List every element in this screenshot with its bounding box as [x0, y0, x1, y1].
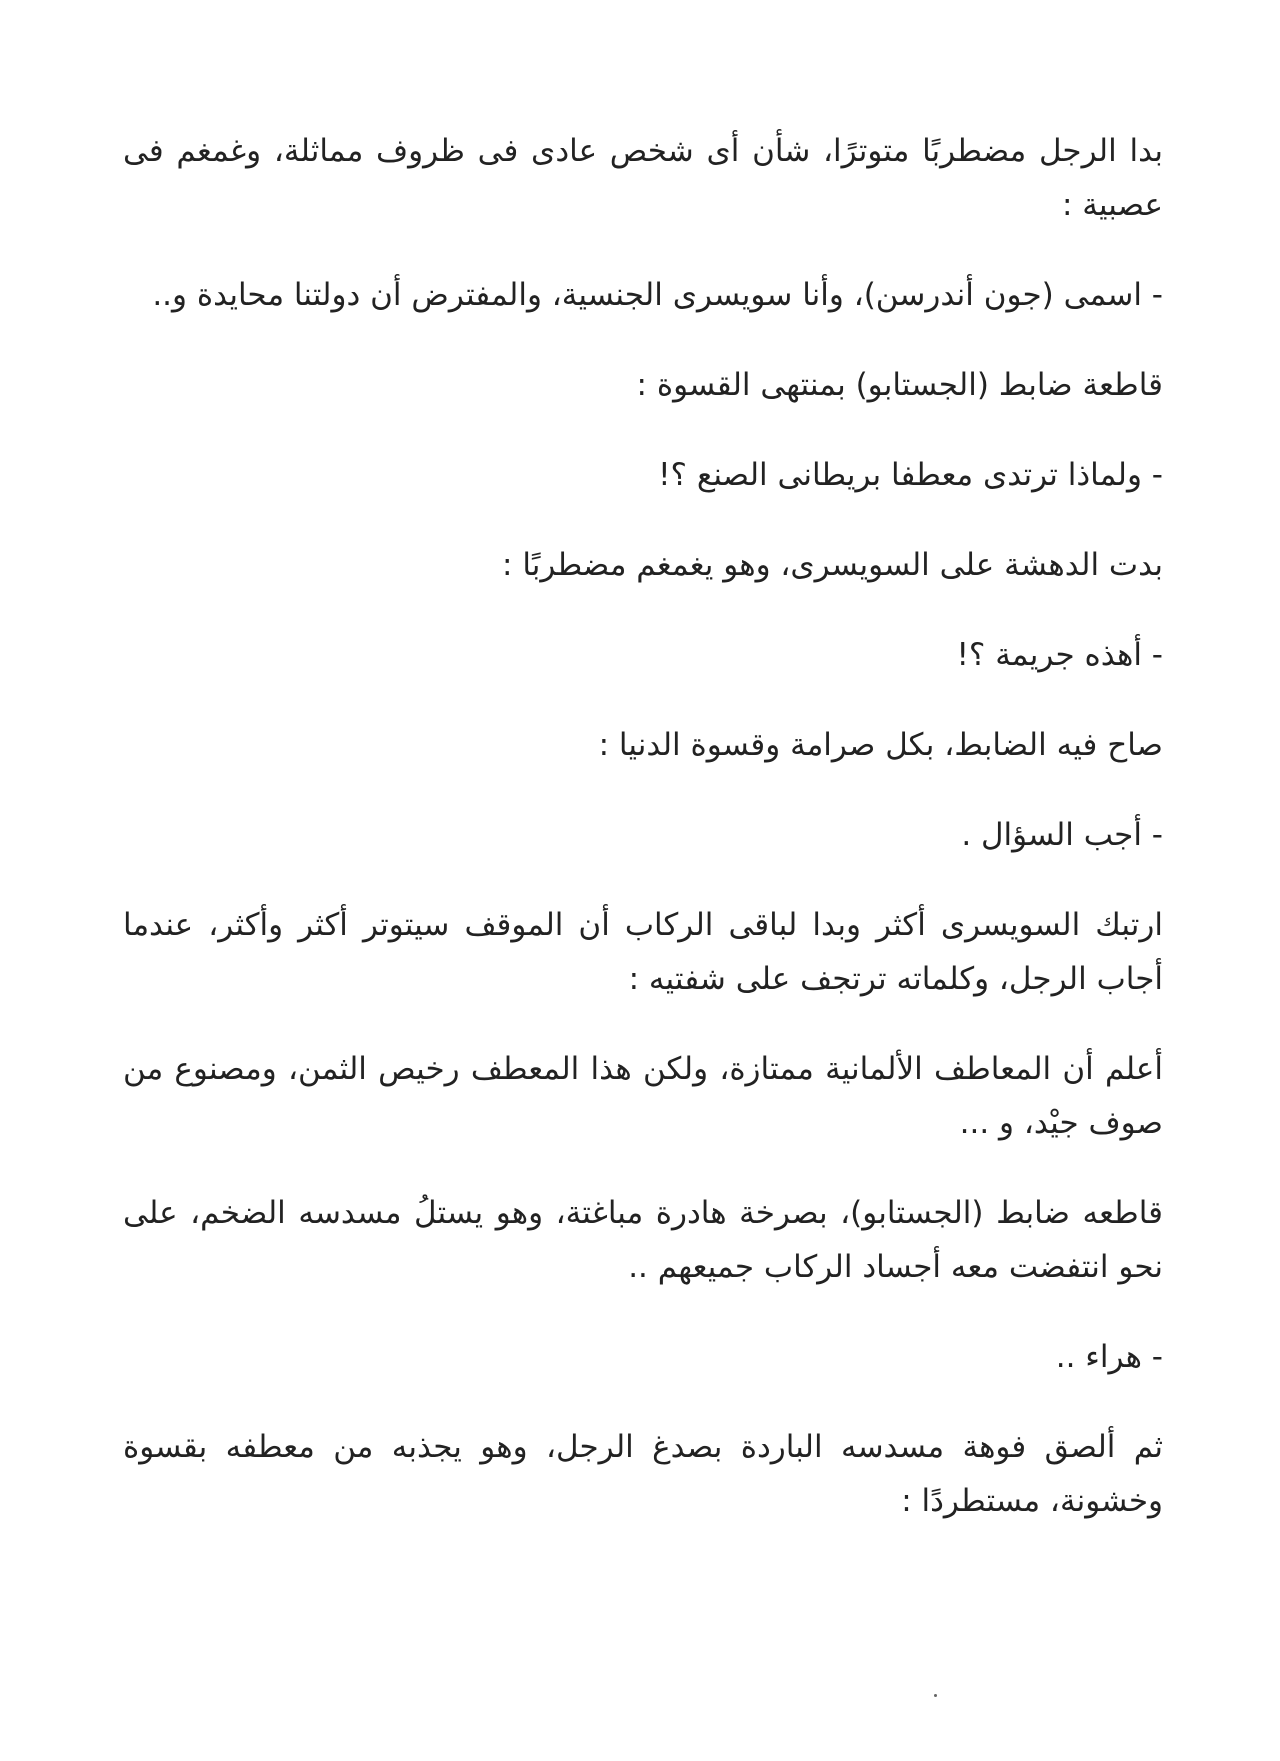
paragraph: - اسمى (جون أندرسن)، وأنا سويسرى الجنسية، والمفترض أن دولتنا محايدة و..: [152, 277, 1163, 313]
paragraph: أعلم أن المعاطف الألمانية ممتازة، ولكن هذا المعطف رخيص الثمن، ومصنوع من صوف جيْد، و ...: [123, 1051, 1163, 1141]
body-text: [123, 124, 1163, 1564]
paragraph: بدت الدهشة على السويسرى، وهو يغمغم مضطربًا :: [502, 547, 1163, 583]
paragraph: بدا الرجل مضطربًا متوترًا، شأن أى شخص عادى فى ظروف مماثلة، وغمغم فى عصبية :: [123, 133, 1163, 223]
paragraph: قاطعة ضابط (الجستابو) بمنتهى القسوة :: [636, 367, 1163, 403]
paragraph: ارتبك السويسرى أكثر وبدا لباقى الركاب أن الموقف سيتوتر أكثر وأكثر، عندما أجاب الرجل، وكلماته ترتجف على شفتيه :: [123, 907, 1163, 997]
paragraph: ثم ألصق فوهة مسدسه الباردة بصدغ الرجل، وهو يجذبه من معطفه بقسوة وخشونة، مستطردًا :: [123, 1429, 1163, 1519]
paragraph: قاطعه ضابط (الجستابو)، بصرخة هادرة مباغتة، وهو يستلُ مسدسه الضخم، على نحو انتفضت معه أجساد الركاب جميعهم ..: [123, 1195, 1163, 1285]
paragraph: - هراء ..: [1055, 1339, 1163, 1375]
paragraph: - أهذه جريمة ؟!: [956, 637, 1163, 673]
paragraph: صاح فيه الضابط، بكل صرامة وقسوة الدنيا :: [598, 727, 1163, 763]
paragraph: - أجب السؤال .: [961, 817, 1163, 853]
page-mark: [934, 1694, 937, 1697]
paragraph: - ولماذا ترتدى معطفا بريطانى الصنع ؟!: [658, 457, 1163, 493]
